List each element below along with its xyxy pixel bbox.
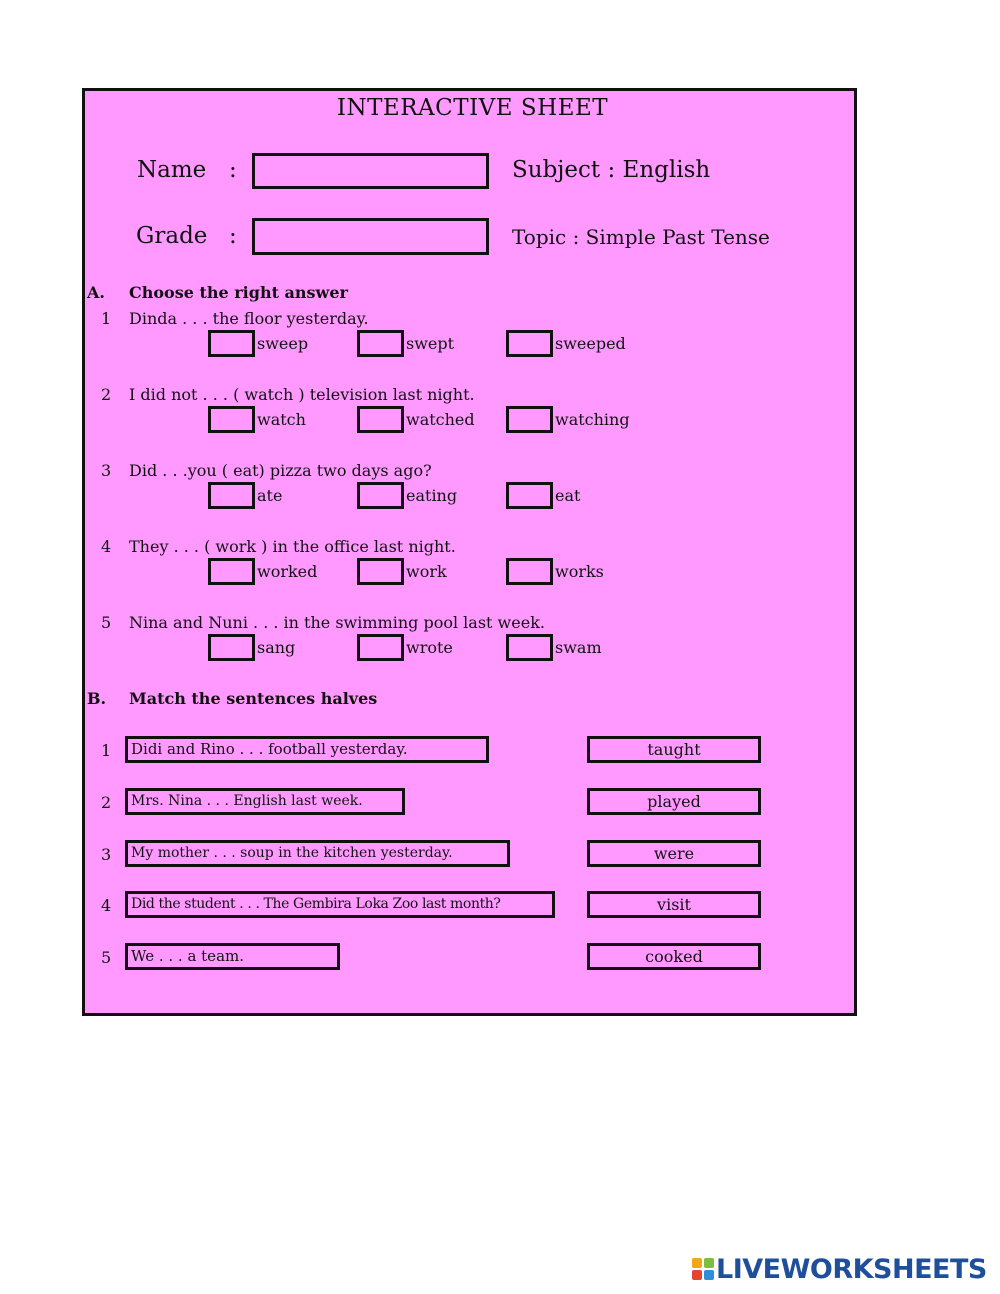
section-b-title: Match the sentences halves bbox=[129, 689, 378, 708]
answer-checkbox[interactable] bbox=[208, 634, 255, 661]
match-answer[interactable]: cooked bbox=[587, 943, 761, 970]
name-colon: : bbox=[229, 157, 237, 183]
topic-text: Topic : Simple Past Tense bbox=[512, 225, 770, 249]
question-text: Nina and Nuni . . . in the swimming pool last week. bbox=[129, 613, 545, 632]
answer-checkbox[interactable] bbox=[208, 482, 255, 509]
question-number: 1 bbox=[101, 309, 112, 328]
match-number: 3 bbox=[101, 845, 112, 864]
name-input[interactable] bbox=[252, 153, 489, 189]
match-answer[interactable]: played bbox=[587, 788, 761, 815]
section-b-letter: B. bbox=[87, 689, 107, 708]
question-number: 2 bbox=[101, 385, 112, 404]
option-label: watch bbox=[257, 410, 306, 429]
option-label: swam bbox=[555, 638, 602, 657]
answer-checkbox[interactable] bbox=[357, 558, 404, 585]
answer-checkbox[interactable] bbox=[506, 482, 553, 509]
option-label: worked bbox=[257, 562, 318, 581]
liveworksheets-logo bbox=[692, 1256, 988, 1284]
option-label: sweeped bbox=[555, 334, 626, 353]
answer-checkbox[interactable] bbox=[357, 406, 404, 433]
answer-checkbox[interactable] bbox=[357, 482, 404, 509]
logo-mark-icon bbox=[692, 1258, 714, 1280]
answer-checkbox[interactable] bbox=[208, 330, 255, 357]
match-sentence[interactable]: Mrs. Nina . . . English last week. bbox=[125, 788, 405, 815]
section-a-title: Choose the right answer bbox=[129, 283, 348, 302]
answer-checkbox[interactable] bbox=[208, 558, 255, 585]
match-number: 5 bbox=[101, 948, 112, 967]
answer-checkbox[interactable] bbox=[506, 330, 553, 357]
question-number: 3 bbox=[101, 461, 112, 480]
answer-checkbox[interactable] bbox=[357, 634, 404, 661]
match-sentence[interactable]: Did the student . . . The Gembira Loka Zoo last month? bbox=[125, 891, 555, 918]
match-answer[interactable]: taught bbox=[587, 736, 761, 763]
match-answer[interactable]: visit bbox=[587, 891, 761, 918]
option-label: works bbox=[555, 562, 604, 581]
answer-checkbox[interactable] bbox=[506, 558, 553, 585]
option-label: sweep bbox=[257, 334, 309, 353]
answer-checkbox[interactable] bbox=[506, 634, 553, 661]
subject-text: Subject : English bbox=[512, 157, 711, 183]
sheet-title: INTERACTIVE SHEET bbox=[336, 95, 609, 121]
option-label: ate bbox=[257, 486, 283, 505]
question-number: 5 bbox=[101, 613, 112, 632]
answer-checkbox[interactable] bbox=[208, 406, 255, 433]
answer-checkbox[interactable] bbox=[506, 406, 553, 433]
grade-label: Grade bbox=[136, 223, 208, 249]
option-label: eat bbox=[555, 486, 581, 505]
match-number: 4 bbox=[101, 896, 112, 915]
match-number: 2 bbox=[101, 793, 112, 812]
option-label: work bbox=[406, 562, 447, 581]
option-label: swept bbox=[406, 334, 455, 353]
worksheet-panel bbox=[82, 88, 857, 1016]
question-number: 4 bbox=[101, 537, 112, 556]
grade-colon: : bbox=[229, 223, 237, 249]
match-sentence[interactable]: My mother . . . soup in the kitchen yesterday. bbox=[125, 840, 510, 867]
question-text: Did . . .you ( eat) pizza two days ago? bbox=[129, 461, 432, 480]
section-a-letter: A. bbox=[87, 283, 105, 302]
question-text: They . . . ( work ) in the office last night. bbox=[129, 537, 456, 556]
match-sentence[interactable]: We . . . a team. bbox=[125, 943, 340, 970]
match-answer[interactable]: were bbox=[587, 840, 761, 867]
grade-input[interactable] bbox=[252, 218, 489, 255]
option-label: wrote bbox=[406, 638, 453, 657]
match-number: 1 bbox=[101, 741, 112, 760]
answer-checkbox[interactable] bbox=[357, 330, 404, 357]
question-text: Dinda . . . the floor yesterday. bbox=[129, 309, 369, 328]
option-label: eating bbox=[406, 486, 458, 505]
logo-text: LIVEWORKSHEETS bbox=[716, 1254, 987, 1285]
option-label: sang bbox=[257, 638, 296, 657]
name-label: Name bbox=[137, 157, 207, 183]
option-label: watched bbox=[406, 410, 475, 429]
question-text: I did not . . . ( watch ) television last night. bbox=[129, 385, 475, 404]
match-sentence[interactable]: Didi and Rino . . . football yesterday. bbox=[125, 736, 489, 763]
option-label: watching bbox=[555, 410, 630, 429]
